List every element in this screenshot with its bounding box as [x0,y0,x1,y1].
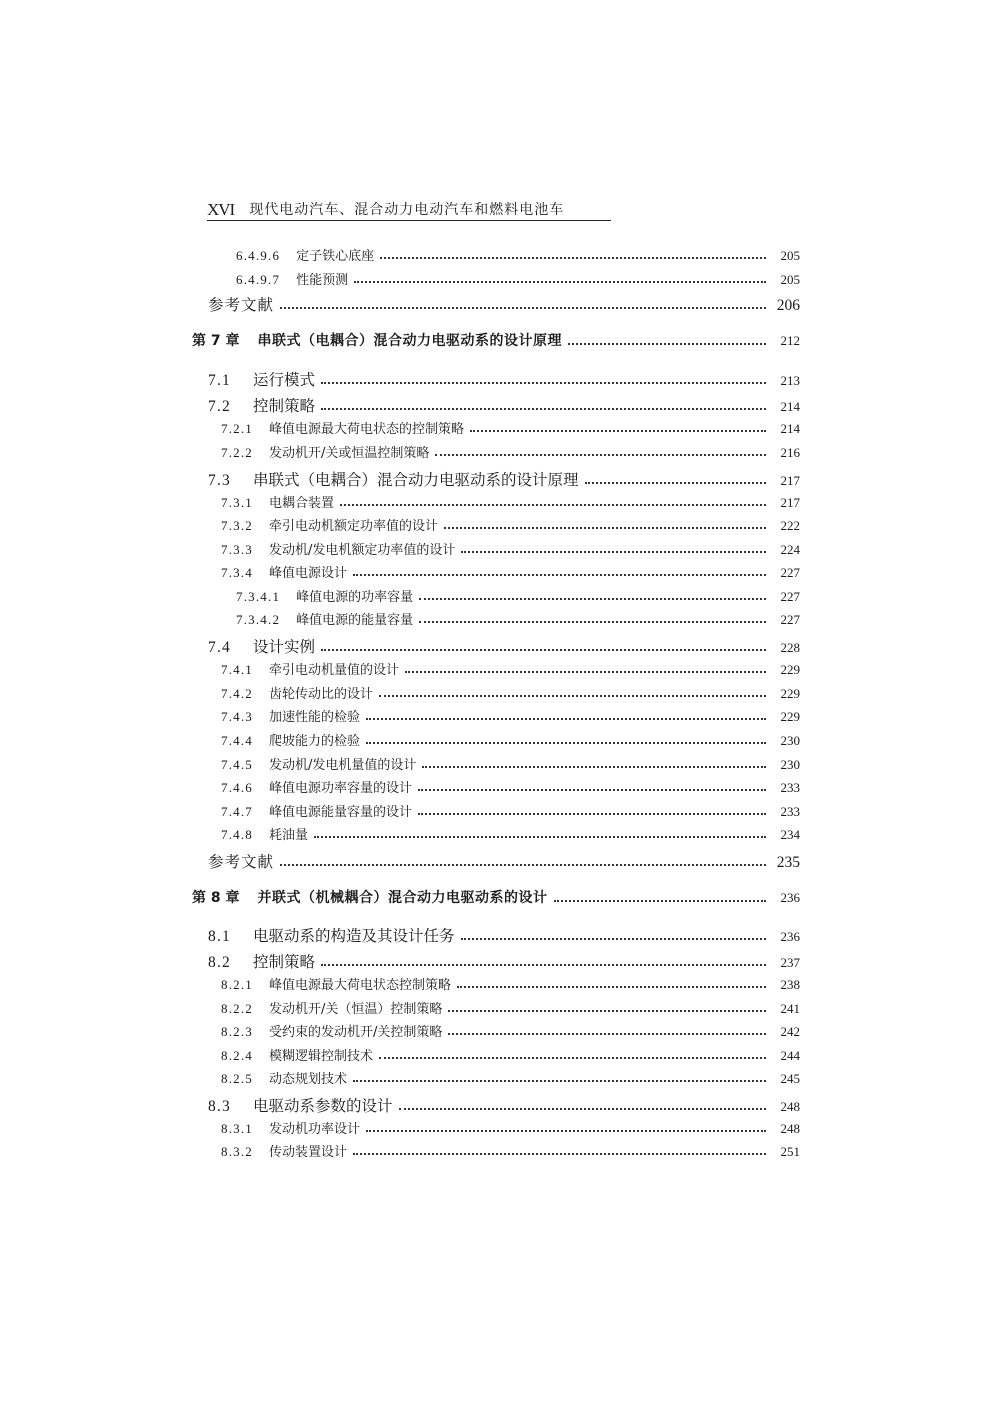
entry-page-number: 233 [780,804,800,819]
toc-entry[interactable] [208,635,800,657]
book-title: 现代电动汽车、混合动力电动汽车和燃料电池车 [249,202,565,218]
entry-number: 7.2.1 [221,421,253,436]
entry-page-number: 227 [780,565,800,580]
entry-title: 牵引电动机额定功率值的设计 [269,519,439,534]
entry-page-number: 224 [780,542,800,557]
chapter-entry[interactable] [192,887,800,907]
toc-entry[interactable] [221,777,800,796]
entry-title: 控制策略 [252,397,315,415]
entry-title: 峰值电源能量容量的设计 [269,805,413,820]
toc-entry[interactable] [221,824,800,843]
dot-leader [321,407,766,410]
entry-number: 7.4.4 [221,733,253,748]
toc-entry[interactable] [221,706,800,725]
entry-number: 8.2 [208,954,231,971]
entry-number: 8.2.5 [221,1071,253,1086]
toc-entry[interactable] [208,368,800,390]
entry-number: 7.1 [208,372,231,389]
entry-number: 7.4.6 [221,780,253,795]
dot-leader [354,280,766,283]
entry-title: 受约束的发动机开/关控制策略 [269,1025,443,1040]
toc-entry[interactable] [208,924,800,946]
dot-leader [419,597,766,600]
entry-title: 运行模式 [252,371,315,389]
toc-entry[interactable] [221,683,800,702]
entry-page-number: 238 [780,977,800,992]
dot-leader [379,1056,766,1059]
dot-leader [321,963,766,966]
toc-entry[interactable] [208,394,800,416]
entry-title: 峰值电源最大荷电状态的控制策略 [269,422,465,437]
entry-title: 电耦合装置 [269,496,335,511]
dot-leader [321,381,766,384]
dot-leader [585,481,767,484]
entry-page-number: 230 [780,757,800,772]
entry-title: 发动机开/关或恒温控制策略 [269,446,430,461]
entry-page-number: 237 [780,955,800,970]
dot-leader [419,620,766,623]
entry-title: 发动机/发电机额定功率值的设计 [269,543,456,558]
entry-number: 7.3.3 [221,542,253,557]
entry-number: 第 8 章 [192,890,240,906]
entry-page-number: 244 [780,1048,800,1063]
dot-leader [280,863,766,866]
entry-number: 8.2.1 [221,977,253,992]
references-entry[interactable] [208,850,800,872]
entry-title: 耗油量 [269,828,309,843]
dot-leader [353,1079,766,1082]
toc-entry[interactable] [236,245,800,264]
entry-number: 8.2.2 [221,1001,253,1016]
entry-page-number: 214 [780,421,800,436]
entry-number: 7.4.8 [221,827,253,842]
toc-entry[interactable] [221,539,800,558]
dot-leader [366,717,766,720]
entry-number: 8.2.4 [221,1048,253,1063]
entry-title: 定子铁心底座 [296,249,375,264]
entry-page-number: 213 [780,373,800,388]
references-entry[interactable] [208,293,800,315]
dot-leader [418,788,766,791]
toc-entry[interactable] [236,269,800,288]
entry-page-number: 228 [780,640,800,655]
entry-page-number: 229 [780,709,800,724]
dot-leader [280,306,766,309]
entry-number: 7.3.4.1 [236,589,281,604]
entry-page-number: 227 [780,589,800,604]
entry-title: 性能预测 [296,273,349,288]
dot-leader [353,573,766,576]
entry-page-number: 212 [780,333,800,348]
toc-entry[interactable] [221,562,800,581]
entry-number: 8.3.2 [221,1144,253,1159]
dot-leader [435,453,766,456]
toc-entry[interactable] [221,730,800,749]
entry-number: 7.3.2 [221,518,253,533]
entry-number: 8.2.3 [221,1024,253,1039]
toc-entry[interactable] [221,754,800,773]
dot-leader [405,670,766,673]
entry-number: 7.3.4 [221,565,253,580]
entry-page-number: 236 [780,929,800,944]
entry-number: 7.4.7 [221,804,253,819]
dot-leader [418,812,766,815]
entry-number: 7.4.2 [221,686,253,701]
entry-page-number: 214 [780,399,800,414]
entry-title: 峰值电源的能量容量 [296,613,414,628]
toc-entry[interactable] [221,418,800,437]
entry-page-number: 229 [780,686,800,701]
toc-entry[interactable] [208,1094,800,1116]
toc-entry[interactable] [221,1118,800,1137]
entry-page-number: 234 [780,827,800,842]
entry-number: 8.1 [208,928,231,945]
chapter-entry[interactable] [192,330,800,350]
dot-leader [340,503,766,506]
toc-entry[interactable] [221,974,800,993]
toc-entry[interactable] [221,492,800,511]
dot-leader [470,429,766,432]
toc-entry[interactable] [221,1021,800,1040]
toc-entry[interactable] [208,950,800,972]
entry-number: 6.4.9.6 [236,248,281,263]
entry-page-number: 205 [780,272,800,287]
entry-title: 模糊逻辑控制技术 [269,1049,374,1064]
dot-leader [314,835,766,838]
entry-number: 7.3 [208,472,231,489]
toc-entry[interactable] [236,586,800,605]
entry-page-number: 206 [776,297,800,314]
dot-leader [366,1129,766,1132]
entry-number: 7.4.5 [221,757,253,772]
entry-number: 7.4.1 [221,662,253,677]
entry-number: 第 7 章 [192,333,240,349]
entry-number: 7.3.4.2 [236,612,281,627]
entry-page-number: 217 [780,495,800,510]
entry-page-number: 251 [780,1144,800,1159]
entry-page-number: 235 [776,854,800,871]
entry-title: 峰值电源设计 [269,566,348,581]
entry-page-number: 233 [780,780,800,795]
entry-title: 控制策略 [252,953,315,971]
toc-entry[interactable] [221,998,800,1017]
dot-leader [448,1032,766,1035]
entry-number: 7.4.3 [221,709,253,724]
dot-leader [422,765,766,768]
toc-entry[interactable] [221,1068,800,1087]
entry-title: 发动机功率设计 [269,1122,361,1137]
dot-leader [366,741,766,744]
entry-number: 6.4.9.7 [236,272,281,287]
entry-title: 动态规划技术 [269,1072,348,1087]
entry-title: 发动机/发电机量值的设计 [269,758,417,773]
dot-leader [448,1009,766,1012]
entry-number: 8.3 [208,1098,231,1115]
dot-leader [568,342,766,345]
page-number: XVI [207,200,235,219]
entry-page-number: 248 [780,1099,800,1114]
entry-number: 8.3.1 [221,1121,253,1136]
toc-entry[interactable] [221,515,800,534]
entry-page-number: 245 [780,1071,800,1086]
entry-title: 设计实例 [252,638,315,656]
entry-number: 7.2.2 [221,445,253,460]
toc-entry[interactable] [221,442,800,461]
entry-title: 并联式（机械耦合）混合动力电驱动系的设计 [257,890,548,906]
dot-leader [379,694,766,697]
entry-number: 7.3.1 [221,495,253,510]
entry-title: 传动装置设计 [269,1145,348,1160]
entry-page-number: 230 [780,733,800,748]
entry-title: 电驱动系的构造及其设计任务 [252,927,455,945]
entry-page-number: 229 [780,662,800,677]
entry-title: 参考文献 [208,853,275,871]
entry-number: 7.4 [208,639,231,656]
dot-leader [461,550,766,553]
entry-number: 7.2 [208,398,231,415]
entry-title: 加速性能的检验 [269,710,361,725]
dot-leader [321,648,766,651]
toc-entry[interactable] [221,1045,800,1064]
entry-page-number: 227 [780,612,800,627]
entry-page-number: 236 [780,890,800,905]
entry-title: 电驱动系参数的设计 [252,1097,393,1115]
entry-title: 爬坡能力的检验 [269,734,361,749]
entry-page-number: 248 [780,1121,800,1136]
entry-title: 峰值电源的功率容量 [296,590,414,605]
entry-page-number: 241 [780,1001,800,1016]
dot-leader [380,256,766,259]
entry-title: 峰值电源功率容量的设计 [269,781,413,796]
toc-entry[interactable] [221,659,800,678]
entry-title: 串联式（电耦合）混合动力电驱动系的设计原理 [257,333,562,349]
entry-page-number: 217 [780,473,800,488]
entry-page-number: 216 [780,445,800,460]
dot-leader [457,985,766,988]
toc-entry[interactable] [221,801,800,820]
toc-entry[interactable] [208,468,800,490]
dot-leader [444,526,766,529]
entry-page-number: 205 [780,248,800,263]
entry-page-number: 242 [780,1024,800,1039]
dot-leader [461,937,767,940]
entry-title: 串联式（电耦合）混合动力电驱动系的设计原理 [252,471,579,489]
entry-title: 参考文献 [208,296,275,314]
entry-page-number: 222 [780,518,800,533]
dot-leader [554,899,767,902]
entry-title: 齿轮传动比的设计 [269,687,374,702]
toc-entry[interactable] [236,609,800,628]
entry-title: 发动机开/关（恒温）控制策略 [269,1002,443,1017]
dot-leader [353,1152,766,1155]
dot-leader [399,1107,767,1110]
entry-title: 牵引电动机量值的设计 [269,663,400,678]
toc-entry[interactable] [221,1141,800,1160]
entry-title: 峰值电源最大荷电状态控制策略 [269,978,452,993]
